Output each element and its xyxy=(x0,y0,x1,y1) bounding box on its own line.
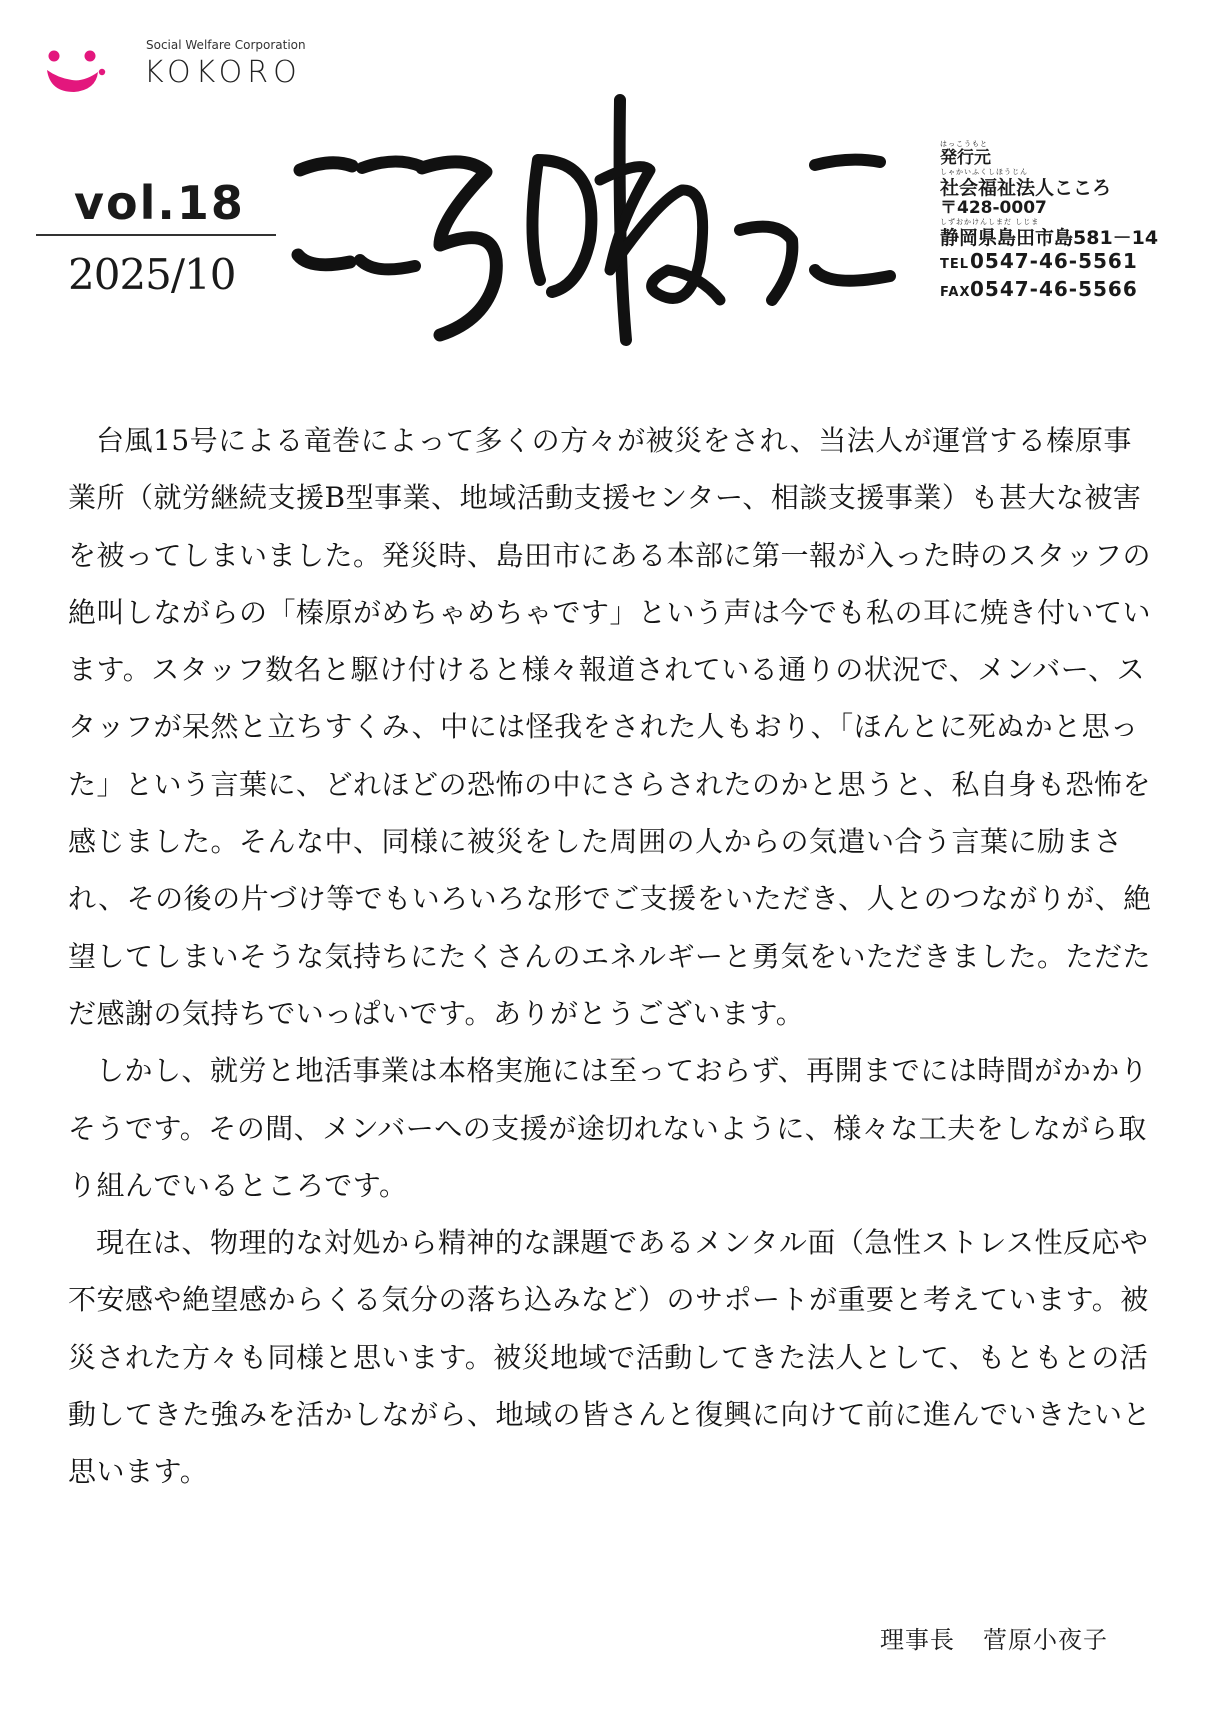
article-paragraph-1: 台風15号による竜巻によって多くの方々が被災をされ、当法人が運営する榛原事業所（就労継続支援B型事業、地域活動支援センター、相談支援事業）も甚大な被害を被ってしまいました。発災時、島田市にある本部に第一報が入った時のスタッフの絶叫しながらの「榛原がめちゃめちゃです」という声は今でも私の耳に焼き付いています。スタッフ数名と駆け付けると様々報道されている通りの状況で、メンバー、スタッフが呆然と立ちすくみ、中には怪我をされた人もおり、「ほんとに死ぬかと思った」という言葉に、どれほどの恐怖の中にさらされたのかと思うと、私自身も恐怖を感じました。そんな中、同様に被災をした周囲の人からの気遣い合う言葉に励まされ、その後の片づけ等でもいろいろな形でご支援をいただき、人とのつながりが、絶望してしまいそうな気持ちにたくさんのエネルギーと勇気をいただきました。ただただ感謝の気持ちでいっぱいです。ありがとうございます。 xyxy=(68,424,1152,1030)
volume-number: vol.18 xyxy=(74,176,245,230)
signature-title: 理事長 xyxy=(880,1626,955,1654)
tel-label: TEL xyxy=(940,257,970,272)
signature-name: 菅原小夜子 xyxy=(983,1626,1108,1654)
publisher-label: 発行元 xyxy=(940,148,991,168)
article-paragraph-2: しかし、就労と地活事業は本格実施には至っておらず、再開までには時間がかかりそうです。その間、メンバーへの支援が途切れないように、様々な工夫をしながら取り組んでいるところです。 xyxy=(68,1054,1149,1202)
signature xyxy=(880,1620,1108,1655)
fax-label: FAX xyxy=(940,285,971,300)
publisher-address-ruby: しずおかけんしまだ しじま xyxy=(940,218,1040,226)
masthead-calligraphy xyxy=(290,70,930,370)
publisher-label-ruby: はっこうもと xyxy=(940,140,988,148)
article-body xyxy=(68,412,1153,1501)
tel-number: 0547-46-5561 xyxy=(970,249,1138,273)
publisher-address: 静岡県島田市島581－14 xyxy=(940,227,1159,249)
publisher-info xyxy=(940,140,1215,305)
publisher-tel xyxy=(940,249,1215,277)
volume-divider xyxy=(36,234,276,236)
publisher-postal: 〒428-0007 xyxy=(940,198,1047,218)
publisher-org-ruby: しゃかいふくしほうじん xyxy=(940,168,1028,176)
issue-date: 2025/10 xyxy=(68,250,236,299)
fax-number: 0547-46-5566 xyxy=(970,277,1138,301)
smile-logo-icon xyxy=(44,42,144,98)
publisher-org: 社会福祉法人こころ xyxy=(940,177,1112,199)
logo-name: KOKORO xyxy=(144,55,302,90)
publisher-fax xyxy=(940,277,1215,305)
article-paragraph-3: 現在は、物理的な対処から精神的な課題であるメンタル面（急性ストレス性反応や不安感や絶望感からくる気分の落ち込みなど）のサポートが重要と考えています。被災された方々も同様と思います。被災地域で活動してきた法人として、もともとの活動してきた強みを活かしながら、地域の皆さんと復興に向けて前に進んでいきたいと思います。 xyxy=(68,1226,1152,1489)
logo-subtitle: Social Welfare Corporation xyxy=(146,38,306,52)
